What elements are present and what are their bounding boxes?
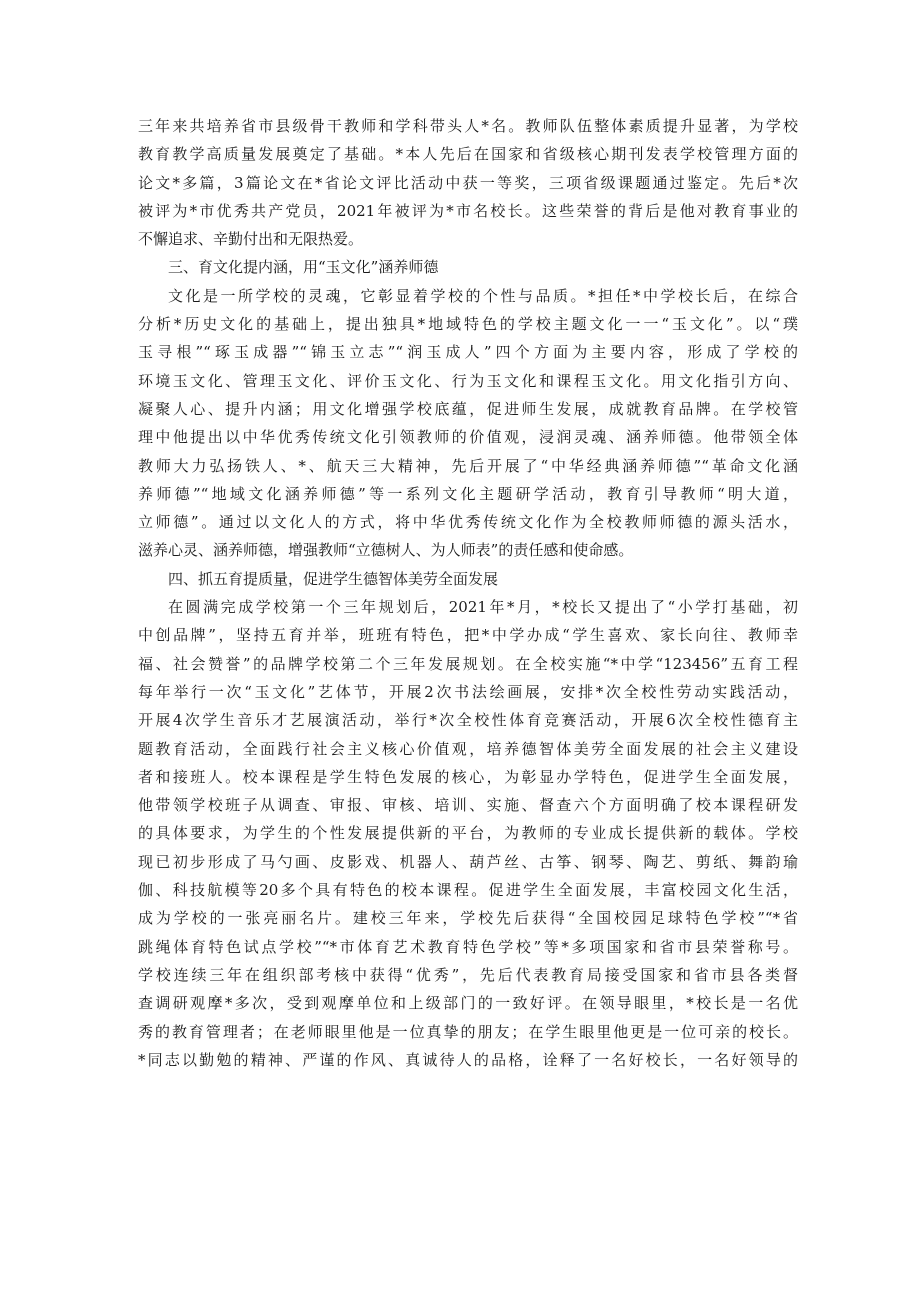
section-heading-4: 四、抓五育提质量，促进学生德智体美劳全面发展	[168, 569, 499, 588]
text-line: 滋养心灵、涵养师德，增强教师“立德树人、为人师表”的责任感和使命感。	[138, 541, 634, 560]
text-line: 养师德”“地域文化涵养师德”等一系列文化主题研学活动，教育引导教师“明大道，	[138, 484, 798, 503]
text-line: 学校连续三年在组织部考核中获得“优秀”，先后代表教育局接受国家和省市县各类督	[138, 965, 798, 984]
text-line: 伽、科技航模等20多个具有特色的校本课程。促进学生全面发展，丰富校园文化生活，	[138, 881, 798, 900]
text-line: 的具体要求，为学生的个性发展提供新的平台，为教师的专业成长提供新的载体。学校	[138, 824, 798, 843]
text-line: 文化是一所学校的灵魂，它彰显着学校的个性与品质。*担任*中学校长后，在综合	[168, 286, 798, 305]
document-body	[138, 112, 798, 1074]
text-line: 不懈追求、辛勤付出和无限热爱。	[138, 230, 364, 249]
text-line: 每年举行一次“玉文化”艺体节，开展2次书法绘画展，安排*次全校性劳动实践活动，	[138, 682, 798, 701]
paragraph-3	[138, 593, 798, 1074]
text-line: 题教育活动，全面践行社会主义核心价值观，培养德智体美劳全面发展的社会主义建设	[138, 739, 798, 758]
text-line: 中创品牌”，坚持五育并举，班班有特色，把*中学办成“学生喜欢、家长向往、教师幸	[138, 626, 798, 645]
text-line: 立师德”。通过以文化人的方式，将中华优秀传统文化作为全校教师师德的源头活水，	[138, 513, 798, 532]
paragraph-1	[138, 112, 798, 253]
text-line: 开展4次学生音乐才艺展演活动，举行*次全校性体育竞赛活动，开展6次全校性德育主	[138, 711, 798, 730]
text-line: 教师大力弘扬铁人、*、航天三大精神，先后开展了“中华经典涵养师德”“革命文化涵	[138, 456, 798, 475]
text-line: 他带领学校班子从调查、审报、审核、培训、实施、督查六个方面明确了校本课程研发	[138, 796, 798, 815]
text-line: 福、社会赞誉”的品牌学校第二个三年发展规划。在全校实施“*中学“123456”五育工程	[138, 654, 798, 673]
text-line: 教育教学高质量发展奠定了基础。*本人先后在国家和省级核心期刊发表学校管理方面的	[138, 145, 798, 164]
text-line: *同志以勤勉的精神、严谨的作风、真诚待人的品格，诠释了一名好校长，一名好领导的	[138, 1050, 798, 1069]
text-line: 在圆满完成学校第一个三年规划后，2021年*月，*校长又提出了“小学打基础，初	[168, 598, 798, 617]
text-line: 环境玉文化、管理玉文化、评价玉文化、行为玉文化和课程玉文化。用文化指引方向、	[138, 371, 798, 390]
paragraph-2	[138, 282, 798, 565]
text-line: 现已初步形成了马勺画、皮影戏、机器人、葫芦丝、古筝、钢琴、陶艺、剪纸、舞韵瑜	[138, 852, 798, 871]
text-line: 者和接班人。校本课程是学生特色发展的核心，为彰显办学特色，促进学生全面发展，	[138, 767, 798, 786]
text-line: 分析*历史文化的基础上，提出独具*地域特色的学校主题文化一一“玉文化”。以“璞	[138, 315, 798, 334]
text-line: 凝聚人心、提升内涵；用文化增强学校底蕴，促进师生发展，成就教育品牌。在学校管	[138, 399, 798, 418]
text-line: 玉寻根”“琢玉成器”“锦玉立志”“润玉成人”四个方面为主要内容，形成了学校的	[138, 343, 798, 362]
text-line: 被评为*市优秀共产党员，2021年被评为*市名校长。这些荣誉的背后是他对教育事业的	[138, 201, 798, 220]
text-line: 理中他提出以中华优秀传统文化引领教师的价值观，浸润灵魂、涵养师德。他带领全体	[138, 428, 798, 447]
text-line: 秀的教育管理者；在老师眼里他是一位真挚的朋友；在学生眼里他更是一位可亲的校长。	[138, 1022, 798, 1041]
text-line: 三年来共培养省市县级骨干教师和学科带头人*名。教师队伍整体素质提升显著，为学校	[138, 117, 798, 135]
text-line: 论文*多篇，3篇论文在*省论文评比活动中获一等奖，三项省级课题通过鉴定。先后*次	[138, 173, 798, 192]
text-line: 查调研观摩*多次，受到观摩单位和上级部门的一致好评。在领导眼里，*校长是一名优	[138, 994, 798, 1013]
text-line: 跳绳体育特色试点学校”“*市体育艺术教育特色学校”等*多项国家和省市县荣誉称号。	[138, 937, 798, 956]
text-line: 成为学校的一张亮丽名片。建校三年来，学校先后获得“全国校园足球特色学校”“*省	[138, 909, 798, 928]
section-heading-3: 三、育文化提内涵，用“玉文化”涵养师德	[168, 258, 439, 277]
